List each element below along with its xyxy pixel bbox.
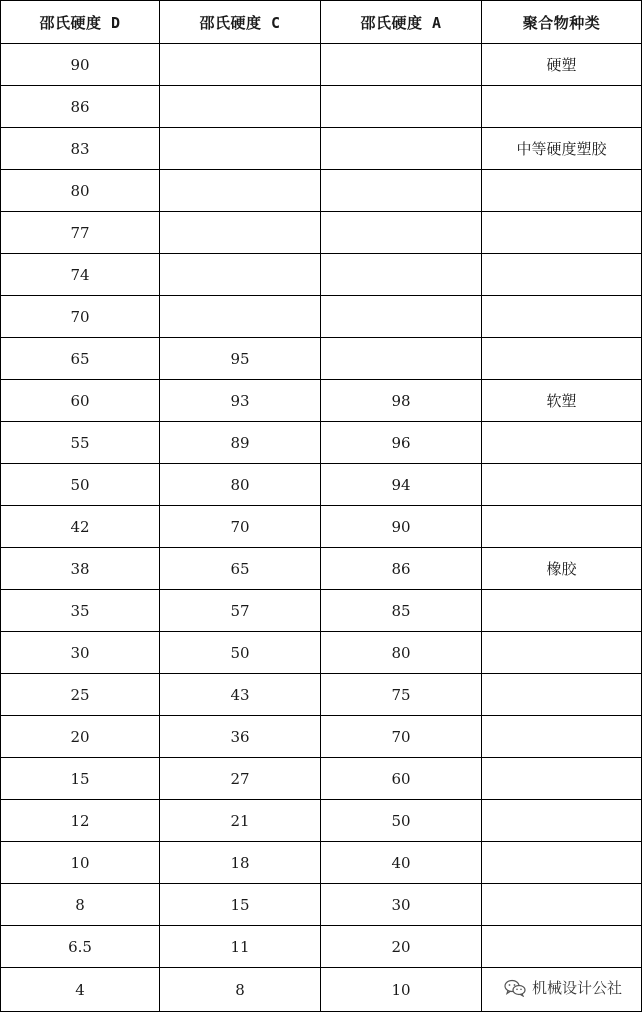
- cell-shore-c: 95: [160, 338, 321, 380]
- cell-shore-a: 98: [321, 380, 482, 422]
- cell-shore-c: 89: [160, 422, 321, 464]
- cell-polymer-type: [482, 800, 642, 842]
- table-row: [1, 422, 642, 464]
- cell-shore-a: 30: [321, 884, 482, 926]
- cell-shore-d: 60: [1, 380, 160, 422]
- table-row: [1, 128, 642, 170]
- cell-shore-d: 8: [1, 884, 160, 926]
- table-row: [1, 842, 642, 884]
- table-body: [1, 44, 642, 1012]
- cell-shore-a: [321, 44, 482, 86]
- cell-shore-d: 38: [1, 548, 160, 590]
- cell-shore-a: [321, 170, 482, 212]
- cell-shore-a: 85: [321, 590, 482, 632]
- table-row: [1, 716, 642, 758]
- cell-shore-a: 20: [321, 926, 482, 968]
- cell-polymer-type: 中等硬度塑胶: [482, 128, 642, 170]
- cell-polymer-type: [482, 464, 642, 506]
- cell-shore-c: 18: [160, 842, 321, 884]
- cell-polymer-type: [482, 674, 642, 716]
- table-row: [1, 506, 642, 548]
- table-row: [1, 884, 642, 926]
- cell-polymer-type: [482, 926, 642, 968]
- cell-shore-c: [160, 128, 321, 170]
- cell-polymer-type: [482, 86, 642, 128]
- cell-shore-c: 50: [160, 632, 321, 674]
- cell-shore-a: 90: [321, 506, 482, 548]
- cell-shore-a: [321, 254, 482, 296]
- cell-shore-a: [321, 128, 482, 170]
- watermark-text: 机械设计公社: [531, 979, 622, 997]
- cell-shore-a: 96: [321, 422, 482, 464]
- table-row: [1, 212, 642, 254]
- cell-shore-a: [321, 212, 482, 254]
- table-row: [1, 674, 642, 716]
- table-row: [1, 170, 642, 212]
- cell-polymer-type: [482, 422, 642, 464]
- header-shore-c: 邵氏硬度 C: [160, 1, 321, 44]
- header-polymer-type: 聚合物种类: [482, 1, 642, 44]
- cell-shore-d: 80: [1, 170, 160, 212]
- cell-shore-a: 86: [321, 548, 482, 590]
- cell-shore-d: 70: [1, 296, 160, 338]
- cell-polymer-type: [482, 842, 642, 884]
- cell-shore-a: 10: [321, 968, 482, 1012]
- table-row: [1, 380, 642, 422]
- cell-shore-d: 83: [1, 128, 160, 170]
- cell-shore-d: 55: [1, 422, 160, 464]
- cell-shore-d: 4: [1, 968, 160, 1012]
- cell-shore-a: 40: [321, 842, 482, 884]
- table-row: [1, 926, 642, 968]
- cell-shore-d: 15: [1, 758, 160, 800]
- cell-shore-c: 36: [160, 716, 321, 758]
- table-row: [1, 548, 642, 590]
- wechat-icon: [504, 979, 526, 997]
- cell-shore-a: [321, 296, 482, 338]
- cell-polymer-type: 硬塑: [482, 44, 642, 86]
- cell-polymer-type: [482, 716, 642, 758]
- table-row: [1, 758, 642, 800]
- cell-shore-d: 86: [1, 86, 160, 128]
- header-shore-a: 邵氏硬度 A: [321, 1, 482, 44]
- cell-shore-c: 93: [160, 380, 321, 422]
- cell-shore-d: 25: [1, 674, 160, 716]
- cell-shore-c: 27: [160, 758, 321, 800]
- table-row: [1, 86, 642, 128]
- table-row: [1, 44, 642, 86]
- cell-shore-a: 50: [321, 800, 482, 842]
- cell-shore-d: 74: [1, 254, 160, 296]
- cell-polymer-type: [482, 884, 642, 926]
- cell-shore-c: [160, 44, 321, 86]
- cell-shore-d: 50: [1, 464, 160, 506]
- cell-shore-c: 57: [160, 590, 321, 632]
- cell-polymer-type: [482, 758, 642, 800]
- watermark: [502, 976, 624, 999]
- cell-shore-c: [160, 254, 321, 296]
- table-row: [1, 338, 642, 380]
- table-row: [1, 296, 642, 338]
- table-row: [1, 632, 642, 674]
- cell-polymer-type: [482, 590, 642, 632]
- cell-polymer-type: [482, 632, 642, 674]
- cell-shore-c: [160, 170, 321, 212]
- cell-shore-c: [160, 296, 321, 338]
- cell-shore-d: 35: [1, 590, 160, 632]
- cell-polymer-type: [482, 254, 642, 296]
- cell-shore-c: 65: [160, 548, 321, 590]
- cell-shore-d: 65: [1, 338, 160, 380]
- cell-shore-d: 30: [1, 632, 160, 674]
- cell-polymer-type: [482, 212, 642, 254]
- header-shore-d: 邵氏硬度 D: [1, 1, 160, 44]
- table-row: [1, 590, 642, 632]
- cell-polymer-type: [482, 338, 642, 380]
- cell-shore-d: 20: [1, 716, 160, 758]
- cell-shore-d: 77: [1, 212, 160, 254]
- cell-shore-c: 21: [160, 800, 321, 842]
- cell-shore-c: 8: [160, 968, 321, 1012]
- cell-shore-a: [321, 338, 482, 380]
- table-row: [1, 800, 642, 842]
- cell-shore-c: 43: [160, 674, 321, 716]
- cell-shore-a: 70: [321, 716, 482, 758]
- cell-shore-a: 60: [321, 758, 482, 800]
- cell-shore-d: 12: [1, 800, 160, 842]
- cell-polymer-type: 橡胶: [482, 548, 642, 590]
- cell-shore-c: [160, 212, 321, 254]
- cell-shore-d: 90: [1, 44, 160, 86]
- cell-polymer-type: 软塑: [482, 380, 642, 422]
- table-row: [1, 464, 642, 506]
- table-row: [1, 254, 642, 296]
- cell-shore-a: [321, 86, 482, 128]
- cell-shore-c: 15: [160, 884, 321, 926]
- cell-shore-d: 42: [1, 506, 160, 548]
- cell-polymer-type: [482, 296, 642, 338]
- header-row: [1, 1, 642, 44]
- cell-polymer-type: [482, 170, 642, 212]
- cell-polymer-type: [482, 506, 642, 548]
- table-header: [1, 1, 642, 44]
- cell-shore-a: 75: [321, 674, 482, 716]
- cell-shore-c: 70: [160, 506, 321, 548]
- cell-shore-c: 80: [160, 464, 321, 506]
- cell-shore-c: 11: [160, 926, 321, 968]
- cell-shore-d: 10: [1, 842, 160, 884]
- cell-shore-d: 6.5: [1, 926, 160, 968]
- cell-shore-a: 94: [321, 464, 482, 506]
- cell-shore-a: 80: [321, 632, 482, 674]
- cell-shore-c: [160, 86, 321, 128]
